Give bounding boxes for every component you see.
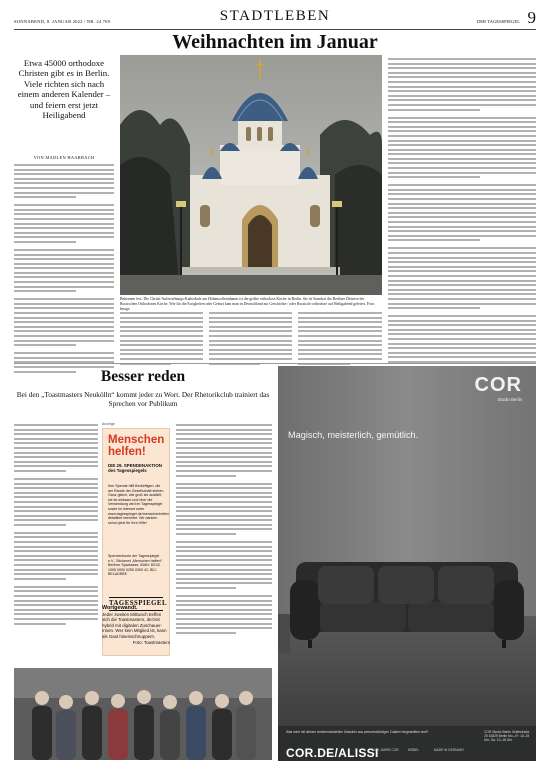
cor-logo: COR bbox=[474, 374, 522, 396]
article-body-column-3 bbox=[209, 312, 292, 367]
article2-body-column-1 bbox=[14, 424, 98, 627]
section-divider bbox=[14, 363, 536, 364]
article-author: VON MADLEN HAARBACH bbox=[33, 155, 95, 160]
ad-tagline: Magisch, meisterlich, gemütlich. bbox=[288, 430, 419, 440]
page-header bbox=[14, 8, 536, 30]
section-title: STADTLEBEN bbox=[219, 8, 331, 24]
cathedral-photo bbox=[120, 55, 382, 295]
cathedral-illustration bbox=[120, 55, 382, 295]
ad-badge-2: MÖBEL bbox=[408, 748, 420, 752]
group-photo bbox=[14, 668, 272, 760]
article-body-column-1 bbox=[14, 164, 114, 375]
tagesspiegel-logo: TAGESSPIEGEL bbox=[109, 597, 163, 611]
group-photo-illustration bbox=[14, 668, 272, 760]
cor-logo-subtitle: Studio Berlin bbox=[497, 397, 522, 402]
page-number: 9 bbox=[527, 8, 536, 27]
ad-studio-address: COR Studio Berlin Gräfestraße 25 10829 Berlin Mo.–Fr. 10–19 Uhr, Sa. 10–18 Uhr bbox=[484, 730, 530, 743]
ad-brand-url[interactable]: COR.DE/ALISSI bbox=[286, 746, 379, 760]
ad-badge-1: 100 JAHRE COR bbox=[374, 748, 399, 752]
date-line: SONNABEND, 8. JANUAR 2022 / NR. 24 769 bbox=[14, 19, 111, 24]
cor-advertisement[interactable] bbox=[278, 366, 536, 761]
ad-label: Anzeige bbox=[102, 422, 115, 426]
article-subheadline-2: Bei den „Toastmasters Neukölln“ kommt jeder zu Wort. Der Rhetorikclub trainiert das Sprechen vor Publikum bbox=[16, 390, 270, 408]
quote-credit: Foto: Toastmasters bbox=[132, 639, 170, 645]
article-body-column-4 bbox=[298, 312, 382, 367]
article-headline-2: Besser reden bbox=[100, 368, 186, 385]
ad-footer bbox=[278, 726, 536, 761]
donation-headline: Menschen helfen! bbox=[108, 434, 165, 458]
donation-bank-details: Spendenkonto der Tagesspiegel e.V., Stichwort „Menschen helfen!“ Berliner Sparkasse, IBAN: DE43 1005 0000 0250 0309 42, BIC: BELADEBE bbox=[108, 554, 163, 577]
article-intro: Etwa 45000 orthodoxe Christen gibt es in Berlin. Viele richten sich nach einem anderen Kalender – und feiern erst jetzt Heiligabend bbox=[17, 58, 111, 121]
photo-caption: Bekennen fest. Die Christi-Auferstehungs-Kathedrale am Hohenzollerndamm ist die größte orthodoxe Kirche in Berlin. Sie ist Standort der Berliner Diözese der Russischen Orthodoxen Kirche. Wie für die Ewigkeiten oder Geburt kam man in Deutschland zur Geschichte / oder Russisch-orthodoxe auf Heiligabend gefeiert. Foto: Imago bbox=[120, 297, 375, 311]
quote-title: Wortgewandt. bbox=[102, 605, 138, 611]
ad-disclaimer: Was mich mit diesem weiterentwickelten Klassiker aus preisverdächtigen Zutaten hergestellten wird? bbox=[286, 730, 429, 734]
article2-body-column-2 bbox=[176, 424, 272, 636]
donation-body: Ihre Spende hilft Bedürftigen, die am Rande der Gesellschaft stehen. Ganz gleich, wie groß sie ausfällt, sie ist wirksam und über die Verwendung wird im Tagesspiegel sowie im Internet unter www.tagesspiegel.de/menschenhelfen detailliert berichtet. Wir danken schon jetzt für Ihre Hilfe! bbox=[108, 484, 170, 525]
quote-text: Jeder zweiten Mittwoch treffen sich die Toastmasters, derzeit hybrid mit digitalen Zuschauer-Innen. Wer kein Mitglied ist, kann als Gast hineinschnuppern. bbox=[102, 611, 167, 639]
ad-badge-3: MADE IN GERMANY bbox=[434, 748, 465, 752]
article-body-column-2 bbox=[120, 312, 203, 367]
photo-quote-box bbox=[102, 606, 170, 645]
sofa-scene-illustration bbox=[278, 366, 536, 726]
article-headline: Weihnachten im Januar bbox=[172, 31, 378, 53]
paper-name: DER TAGESSPIEGEL bbox=[476, 19, 520, 24]
donation-campaign: DIE 29. SPENDENAKTION des Tagesspiegels bbox=[108, 463, 162, 474]
